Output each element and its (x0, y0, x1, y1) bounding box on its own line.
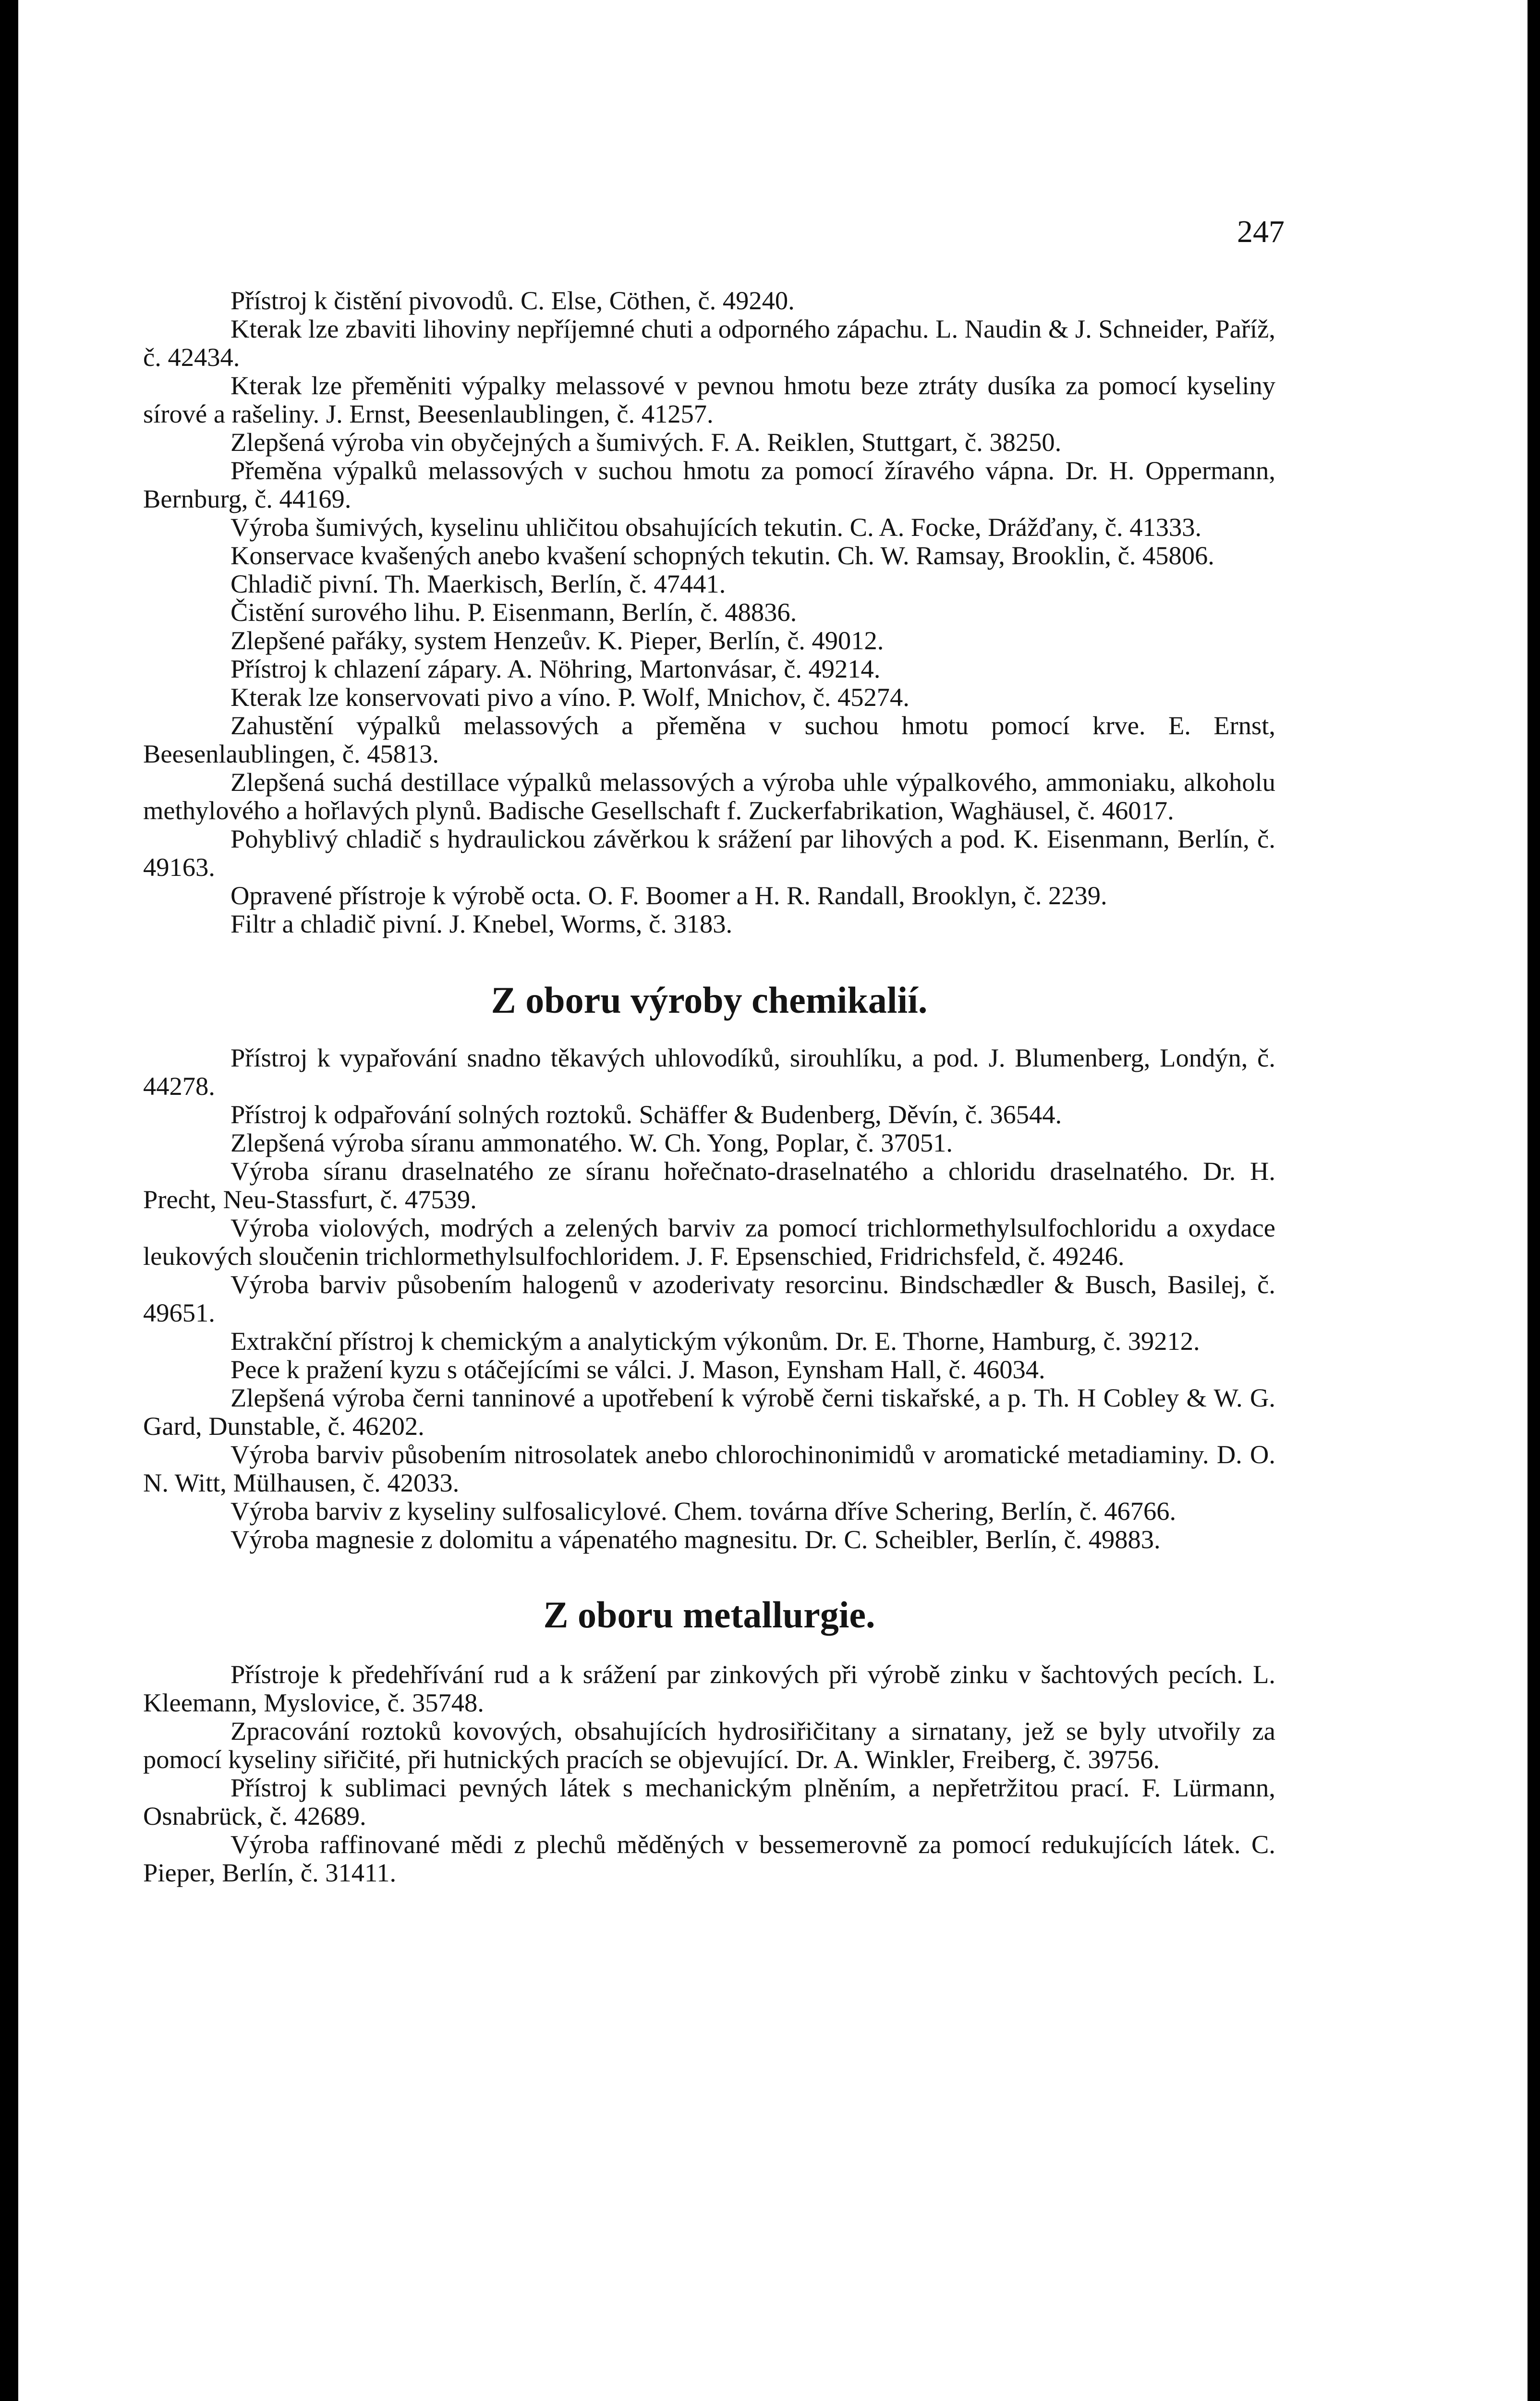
patent-entry: Výroba violových, modrých a zelených barviv za pomocí trichlormethylsulfochloridu a oxydace leukových sloučenin trichlormethylsulfochloridem. J. F. Epsenschied, Fridrichsfeld, č. 49246. (143, 1213, 1275, 1271)
patent-entry: Přeměna výpalků melassových v suchou hmotu za pomocí žíravého vápna. Dr. H. Oppermann, Bernburg, č. 44169. (143, 456, 1275, 513)
page-number: 247 (1237, 214, 1285, 249)
patent-entry: Přístroj k čistění pivovodů. C. Else, Cöthen, č. 49240. (230, 286, 795, 315)
section-chemicals (143, 1043, 1275, 1553)
patent-entry: Extrakční přístroj k chemickým a analytickým výkonům. Dr. E. Thorne, Hamburg, č. 39212. (230, 1326, 1200, 1356)
scan-border-left (0, 0, 18, 2401)
patent-entry: Konservace kvašených anebo kvašení schopných tekutin. Ch. W. Ramsay, Brooklin, č. 45806. (230, 541, 1214, 570)
patent-entry: Výroba šumivých, kyselinu uhličitou obsahujících tekutin. C. A. Focke, Drážďany, č. 41333. (230, 512, 1202, 542)
patent-entry: Přístroj k sublimaci pevných látek s mechanickým plněním, a nepřetržitou prací. F. Lürmann, Osnabrück, č. 42689. (143, 1773, 1275, 1831)
patent-entry: Zlepšená výroba vin obyčejných a šumivých. F. A. Reiklen, Stuttgart, č. 38250. (230, 427, 1062, 457)
patent-entry: Zlepšená výroba síranu ammonatého. W. Ch. Yong, Poplar, č. 37051. (230, 1128, 953, 1157)
section-heading-metallurgy: Z oboru metallurgie. (543, 1594, 875, 1636)
page-body (143, 286, 1275, 1887)
patent-entry: Opravené přístroje k výrobě octa. O. F. Boomer a H. R. Randall, Brooklyn, č. 2239. (230, 881, 1107, 910)
patent-entry: Zlepšená výroba černi tanninové a upotřebení k výrobě černi tiskařské, a p. Th. H Cobley & W. G. Gard, Dunstable, č. 46202. (143, 1383, 1275, 1441)
patent-entry: Přístroj k chlazení zápary. A. Nöhring, Martonvásar, č. 49214. (230, 654, 881, 683)
patent-entry: Čistění surového lihu. P. Eisenmann, Berlín, č. 48836. (230, 597, 797, 627)
patent-entry: Přístroj k odpařování solných roztoků. Schäffer & Budenberg, Děvín, č. 36544. (230, 1100, 1062, 1129)
patent-entry: Přístroje k předehřívání rud a k srážení par zinkových při výrobě zinku v šachtových pecích. L. Kleemann, Myslovice, č. 35748. (143, 1660, 1275, 1717)
patent-entry: Zlepšené pařáky, system Henzeův. K. Pieper, Berlín, č. 49012. (230, 626, 884, 655)
patent-entry: Chladič pivní. Th. Maerkisch, Berlín, č. 47441. (230, 569, 726, 598)
patent-entry: Kterak lze zbaviti lihoviny nepříjemné chuti a odporného zápachu. L. Naudin & J. Schneider, Paříž, č. 42434. (143, 314, 1275, 372)
patent-entry: Výroba raffinované mědi z plechů měděných v bessemerovně za pomocí redukujících látek. C. Pieper, Berlín, č. 31411. (143, 1830, 1275, 1887)
patent-entry: Kterak lze přeměniti výpalky melassové v pevnou hmotu beze ztráty dusíka za pomocí kyseliny sírové a rašeliny. J. Ernst, Beesenlaublingen, č. 41257. (143, 371, 1275, 428)
patent-entry: Výroba magnesie z dolomitu a vápenatého magnesitu. Dr. C. Scheibler, Berlín, č. 49883. (230, 1525, 1161, 1554)
patent-entry: Pohyblivý chladič s hydraulickou závěrkou k srážení par lihových a pod. K. Eisenmann, Berlín, č. 49163. (143, 824, 1275, 882)
patent-entry: Výroba barviv působením halogenů v azoderivaty resorcinu. Bindschædler & Busch, Basilej, č. 49651. (143, 1270, 1275, 1327)
patent-entry: Přístroj k vypařování snadno těkavých uhlovodíků, sirouhlíku, a pod. J. Blumenberg, Londýn, č. 44278. (143, 1043, 1275, 1101)
section-metallurgy (143, 1660, 1275, 1887)
patent-entry: Výroba síranu draselnatého ze síranu hořečnato-draselnatého a chloridu draselnatého. Dr. H. Precht, Neu-Stassfurt, č. 47539. (143, 1156, 1275, 1214)
section-brewing-distilling (143, 286, 1275, 938)
patent-entry: Výroba barviv z kyseliny sulfosalicylové. Chem. továrna dříve Schering, Berlín, č. 46766. (230, 1496, 1176, 1526)
section-heading-chemicals: Z oboru výroby chemikalií. (491, 979, 928, 1021)
patent-entry: Výroba barviv působením nitrosolatek anebo chlorochinonimidů v aromatické metadiaminy. D. O. N. Witt, Mülhausen, č. 42033. (143, 1440, 1275, 1497)
patent-entry: Zpracování roztoků kovových, obsahujících hydrosiřičitany a sirnatany, jež se byly utvořily za pomocí kyseliny siřičité, při hutnických pracích se objevující. Dr. A. Winkler, Freiberg, č. 39756. (143, 1716, 1275, 1774)
patent-entry: Zlepšená suchá destillace výpalků melassových a výroba uhle výpalkového, ammoniaku, alkoholu methylového a hořlavých plynů. Badische Gesellschaft f. Zuckerfabrikation, Waghäusel, č. 46017. (143, 767, 1275, 825)
patent-entry: Zahustění výpalků melassových a přeměna v suchou hmotu pomocí krve. E. Ernst, Beesenlaublingen, č. 45813. (143, 711, 1275, 768)
patent-entry: Kterak lze konservovati pivo a víno. P. Wolf, Mnichov, č. 45274. (230, 682, 909, 712)
patent-entry: Pece k pražení kyzu s otáčejícími se válci. J. Mason, Eynsham Hall, č. 46034. (230, 1355, 1045, 1384)
patent-entry: Filtr a chladič pivní. J. Knebel, Worms, č. 3183. (230, 909, 733, 938)
scan-border-right (1528, 0, 1540, 2401)
